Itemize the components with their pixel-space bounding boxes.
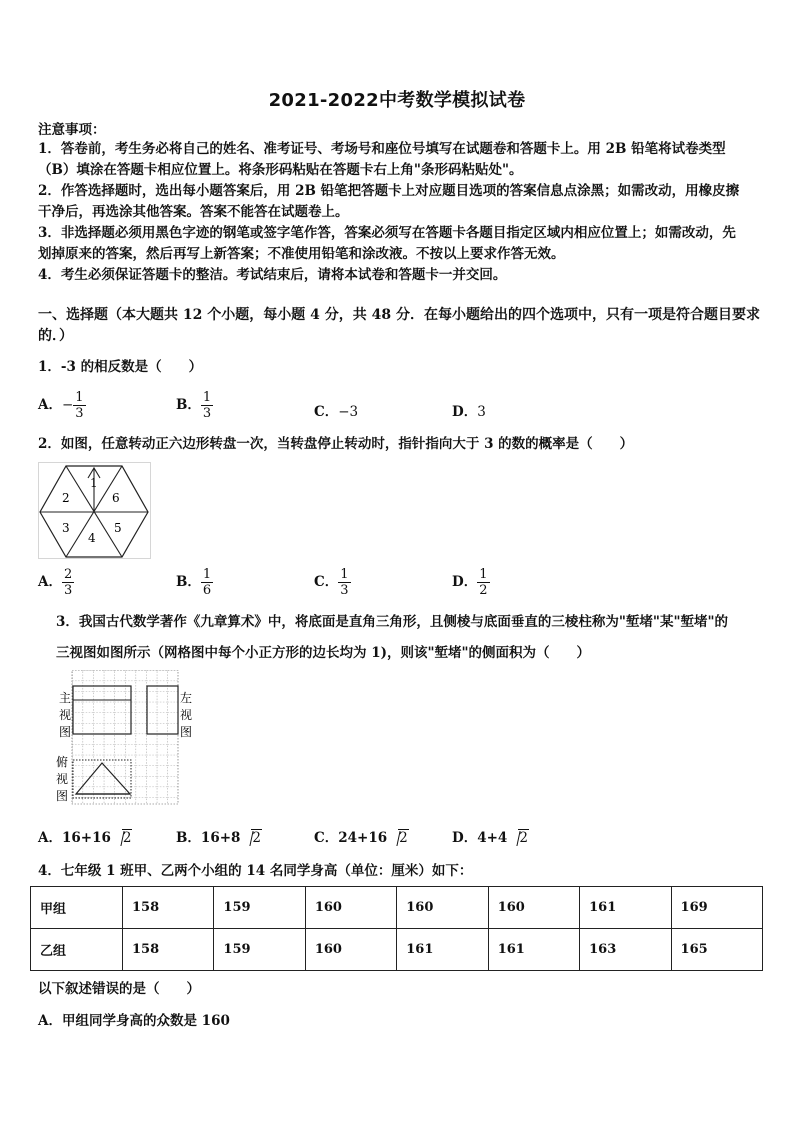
question-4-prompt: 以下叙述错误的是（ ） xyxy=(38,981,200,997)
question-3-stem: 3．我国古代数学著作《九章算术》中，将底面是直角三角形，且侧棱与底面垂直的三棱柱称为"堑堵"某"堑堵"的 xyxy=(56,614,729,630)
question-4-stem: 4．七年级 1 班甲、乙两个小组的 14 名同学身高（单位：厘米）如下： xyxy=(38,863,473,879)
q2-option-d: D． $\frac{1}{2}$ xyxy=(452,567,488,598)
q1-option-a: A．− $\frac{1}{3}$ xyxy=(38,390,84,421)
table-cell: 160 xyxy=(305,929,396,971)
sector-label: 4 xyxy=(88,531,96,545)
table-cell: 159 xyxy=(214,929,305,971)
q2-option-a: A． $\frac{2}{3}$ xyxy=(38,567,73,598)
notice-line: 划掉原来的答案，然后再写上新答案；不准使用铅笔和涂改液。不按以上要求作答无效。 xyxy=(38,246,565,262)
table-cell: 163 xyxy=(580,929,671,971)
table-row xyxy=(31,929,763,971)
q1-option-c: C．−3 xyxy=(314,404,359,420)
notice-line: 3．非选择题必须用黑色字迹的钢笔或签字笔作答，答案必须写在答题卡各题目指定区域内相应位置上；如需改动，先 xyxy=(38,225,736,241)
row-label: 乙组 xyxy=(31,929,123,971)
notice-heading: 注意事项： xyxy=(38,122,106,138)
notice-line: 干净后，再选涂其他答案。答案不能答在试题卷上。 xyxy=(38,204,349,220)
notice-line: 2．作答选择题时，选出每小题答案后，用 2B 铅笔把答题卡上对应题目选项的答案信息点涂黑；如需改动，用橡皮擦 xyxy=(38,183,740,199)
q1-option-b: B． $\frac{1}{3}$ xyxy=(176,390,212,421)
table-cell: 165 xyxy=(671,929,762,971)
svg-text:图: 图 xyxy=(59,725,72,739)
sector-label: 3 xyxy=(62,521,70,535)
q2-option-b: B． $\frac{1}{6}$ xyxy=(176,567,212,598)
q3-option-d: D．4+4 2 xyxy=(452,830,528,846)
svg-text:视: 视 xyxy=(59,708,72,722)
section-heading-cont: 的．） xyxy=(38,328,73,344)
notice-line: 1．答卷前，考生务必将自己的姓名、准考证号、考场号和座位号填写在试题卷和答题卡上。用 2B 铅笔将试卷类型 xyxy=(38,141,726,157)
table-cell: 161 xyxy=(397,929,488,971)
q3-option-c: C．24+16 2 xyxy=(314,830,408,846)
svg-text:视: 视 xyxy=(180,708,193,722)
svg-text:图: 图 xyxy=(180,725,193,739)
table-cell: 158 xyxy=(123,887,214,929)
height-table xyxy=(30,886,763,971)
q3-option-a: A．16+16 2 xyxy=(38,830,132,846)
svg-text:视: 视 xyxy=(56,772,69,786)
notice-line: 4．考生必须保证答题卡的整洁。考试结束后，请将本试卷和答题卡一并交回。 xyxy=(38,267,507,283)
table-cell: 159 xyxy=(214,887,305,929)
table-cell: 169 xyxy=(671,887,762,929)
sector-label: 5 xyxy=(114,521,122,535)
notice-line: （B）填涂在答题卡相应位置上。将条形码粘贴在答题卡右上角"条形码粘贴处"。 xyxy=(38,162,523,178)
main-view-label: 主 xyxy=(59,691,72,705)
table-row xyxy=(31,887,763,929)
table-cell: 158 xyxy=(123,929,214,971)
table-cell: 161 xyxy=(580,887,671,929)
question-2-stem: 2．如图，任意转动正六边形转盘一次，当转盘停止转动时，指针指向大于 3 的数的概率是（ ） xyxy=(38,436,634,452)
top-view-label: 俯 xyxy=(56,755,69,769)
question-3-stem-cont: 三视图如图所示（网格图中每个小正方形的边长均为 1)，则该"堑堵"的侧面积为（ ） xyxy=(56,645,591,661)
section-heading: 一、选择题（本大题共 12 个小题，每小题 4 分，共 48 分．在每小题给出的四个选项中，只有一项是符合题目要求 xyxy=(38,307,760,323)
page-title: 2021-2022中考数学模拟试卷 xyxy=(268,90,526,111)
table-cell: 160 xyxy=(397,887,488,929)
sector-label: 1 xyxy=(90,476,98,490)
svg-text:图: 图 xyxy=(56,789,69,803)
left-view-label: 左 xyxy=(180,691,193,705)
sector-label: 2 xyxy=(62,491,70,505)
hexagon-spinner-figure xyxy=(38,462,151,559)
table-cell: 161 xyxy=(488,929,579,971)
q3-option-b: B．16+8 2 xyxy=(176,830,262,846)
table-cell: 160 xyxy=(488,887,579,929)
question-1-stem: 1．-3 的相反数是（ ） xyxy=(38,359,203,375)
sector-label: 6 xyxy=(112,491,120,505)
q1-option-d: D．3 xyxy=(452,404,486,420)
three-view-grid-figure xyxy=(56,670,198,806)
q2-option-c: C． $\frac{1}{3}$ xyxy=(314,567,349,598)
row-label: 甲组 xyxy=(31,887,123,929)
q4-option-a: A．甲组同学身高的众数是 160 xyxy=(38,1013,230,1029)
table-cell: 160 xyxy=(305,887,396,929)
